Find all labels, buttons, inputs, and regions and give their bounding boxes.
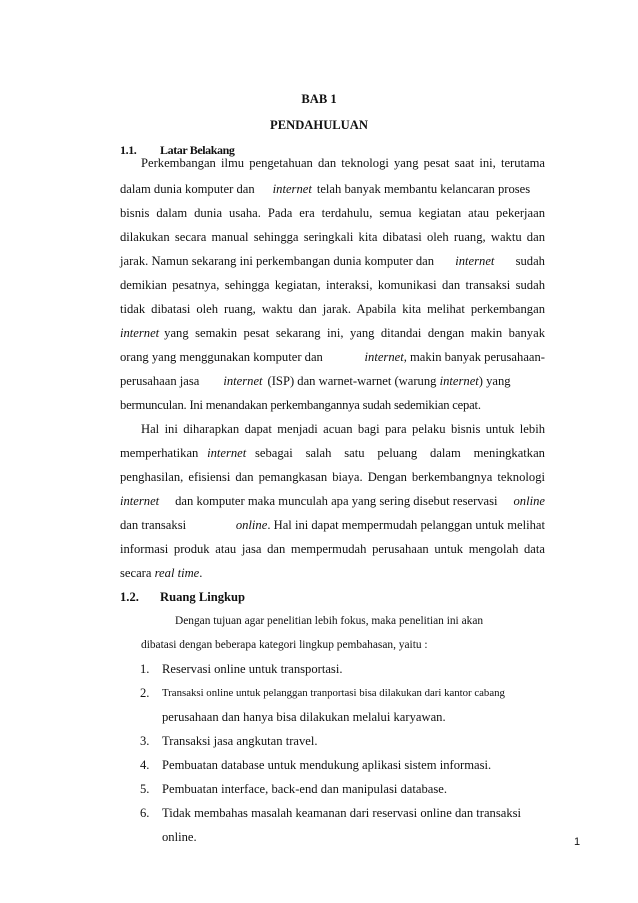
chapter-title: PENDAHULUAN: [270, 118, 368, 132]
paragraph-line: penghasilan, efisiensi dan pemangkasan biaya. Dengan berkembangnya teknologi: [120, 470, 545, 484]
list-item: Pembuatan interface, back-end dan manipulasi database.: [162, 782, 447, 796]
paragraph-line: secara real time.: [120, 566, 203, 580]
paragraph-line: bermunculan. Ini menandakan perkembangannya sudah sedemikian cepat.: [120, 398, 481, 412]
list-item-number: 4.: [140, 758, 150, 772]
list-item-number: 5.: [140, 782, 150, 796]
paragraph-line: perusahaan jasa internet (ISP) dan warnet-warnet (warung internet) yang: [120, 374, 511, 388]
paragraph-line: dibatasi dengan beberapa kategori lingkup pembahasan, yaitu :: [141, 639, 428, 651]
page-number: 1: [574, 836, 581, 848]
paragraph-line: jarak. Namun sekarang ini perkembangan dunia komputer dan internet sudah: [120, 254, 545, 268]
paragraph-line: orang yang menggunakan komputer dan internet, makin banyak perusahaan-: [120, 350, 545, 364]
paragraph-line: Dengan tujuan agar penelitian lebih fokus, maka penelitian ini akan: [175, 615, 484, 627]
list-item: Transaksi online untuk pelanggan tranportasi bisa dilakukan dari kantor cabang: [162, 687, 505, 699]
chapter-number: BAB 1: [301, 92, 337, 106]
paragraph-line: bisnis dalam dunia usaha. Pada era terdahulu, semua kegiatan atau pekerjaan: [120, 206, 545, 220]
list-item-continuation: online.: [162, 830, 197, 844]
section-number: 1.1.: [120, 143, 137, 157]
list-item: Reservasi online untuk transportasi.: [162, 662, 343, 676]
section-title: Latar Belakang: [160, 143, 235, 157]
list-item-number: 3.: [140, 734, 150, 748]
paragraph-line: informasi produk atau jasa dan mempermudah perusahaan untuk mengolah data: [120, 542, 545, 556]
list-item-number: 1.: [140, 662, 150, 676]
paragraph-line: Perkembangan ilmu pengetahuan dan teknologi yang pesat saat ini, terutama: [141, 156, 545, 170]
list-item: Tidak membahas masalah keamanan dari reservasi online dan transaksi: [162, 806, 522, 820]
section-number: 1.2.: [120, 590, 139, 604]
list-item-number: 6.: [140, 806, 150, 820]
paragraph-line: tidak dibatasi oleh ruang, waktu dan jarak. Apabila kita melihat perkembangan: [120, 302, 545, 316]
paragraph-line: demikian pesatnya, sehingga kegiatan, interaksi, komunikasi dan transaksi sudah: [120, 278, 545, 292]
paragraph-line: dan transaksi online. Hal ini dapat mempermudah pelanggan untuk melihat: [120, 518, 545, 532]
paragraph-line: Hal ini diharapkan dapat menjadi acuan bagi para pelaku bisnis untuk lebih: [141, 422, 545, 436]
section-title: Ruang Lingkup: [160, 590, 246, 604]
paragraph-line: internet dan komputer maka munculah apa yang sering disebut reservasi online: [120, 494, 545, 508]
list-item: Transaksi jasa angkutan travel.: [162, 734, 318, 748]
list-item-number: 2.: [140, 686, 150, 700]
paragraph-line: memperhatikan internet sebagai salah satu peluang dalam meningkatkan: [120, 446, 545, 460]
paragraph-line: internet yang semakin pesat sekarang ini, yang ditandai dengan makin banyak: [120, 326, 545, 340]
paragraph-line: dilakukan secara manual sehingga seringkali kita dibatasi oleh ruang, waktu dan: [120, 230, 545, 244]
paragraph-line: dalam dunia komputer dan internet telah banyak membantu kelancaran proses: [120, 182, 531, 196]
list-item: Pembuatan database untuk mendukung aplikasi sistem informasi.: [162, 758, 492, 772]
list-item-continuation: perusahaan dan hanya bisa dilakukan melalui karyawan.: [162, 710, 446, 724]
